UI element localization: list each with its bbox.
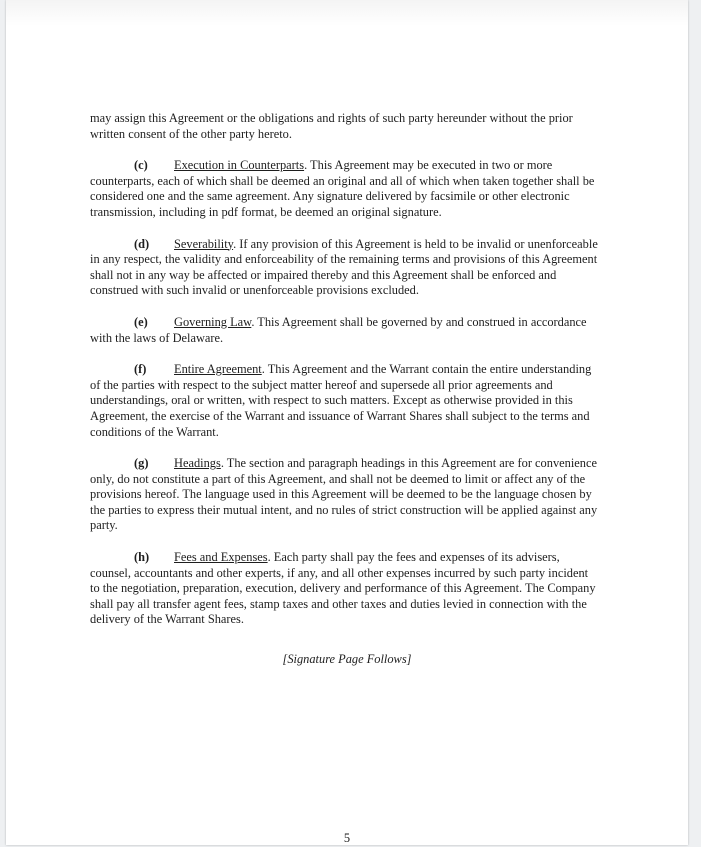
section-h-heading: Fees and Expenses bbox=[174, 550, 268, 565]
section-e-heading: Governing Law bbox=[174, 314, 252, 329]
section-h-label: (h) bbox=[134, 550, 150, 565]
section-e-body: . This Agreement shall be governed by and construed in accordance with the laws of Delaware. bbox=[90, 314, 587, 345]
section-h-body: . Each party shall pay the fees and expenses of its advisers, counsel, accountants and other experts, if any, and all other expenses incurred by such party incident to the negotiation, preparation, execution, delivery and performance of this Agreement. The Company shall pay all transfer agent fees, stamp taxes and other taxes and duties levied in connection with the delivery of the Warrant Shares. bbox=[90, 550, 596, 627]
section-f-heading: Entire Agreement bbox=[174, 362, 262, 377]
page-top-shade bbox=[6, 0, 688, 26]
section-e-paragraph bbox=[90, 315, 600, 346]
section-c-paragraph bbox=[90, 158, 600, 220]
section-h-paragraph bbox=[90, 550, 600, 628]
section-d-body: . If any provision of this Agreement is held to be invalid or unenforceable in any respect, the validity and enforceability of the remaining terms and provisions of this Agreement shall not in any way be affected or impaired thereby and this Agreement shall be enforced and construed with such invalid or unenforceable provisions excluded. bbox=[90, 236, 598, 298]
section-c-body: . This Agreement may be executed in two or more counterparts, each of which shall be deemed an original and all of which when taken together shall be considered one and the same agreement. Any signature delivered by facsimile or other electronic transmission, including in pdf format, be deemed an original signature. bbox=[90, 158, 595, 219]
section-g-label: (g) bbox=[134, 456, 149, 471]
section-e-label: (e) bbox=[134, 314, 148, 329]
document-body bbox=[90, 111, 600, 644]
section-g-paragraph bbox=[90, 456, 600, 534]
document-page bbox=[6, 0, 688, 845]
section-g-heading: Headings bbox=[174, 456, 221, 471]
section-f-paragraph bbox=[90, 362, 600, 440]
page-number: 5 bbox=[343, 831, 351, 845]
signature-page-note: [Signature Page Follows] bbox=[282, 652, 412, 666]
section-d-label: (d) bbox=[134, 236, 150, 251]
section-c-heading: Execution in Counterparts bbox=[174, 158, 305, 173]
section-d-heading: Severability bbox=[174, 236, 234, 251]
section-c-label: (c) bbox=[134, 158, 148, 173]
intro-paragraph: may assign this Agreement or the obligations and rights of such party hereunder without the prior written consent of the other party hereto. bbox=[90, 111, 573, 141]
section-d-paragraph bbox=[90, 237, 600, 299]
section-g-body: . The section and paragraph headings in this Agreement are for convenience only, do not constitute a part of this Agreement, and shall not be deemed to limit or affect any of the provisions hereof. The language used in this Agreement will be deemed to be the language chosen by the parties to express their mutual intent, and no rules of strict construction will be applied against any party. bbox=[90, 456, 598, 533]
section-f-label: (f) bbox=[134, 362, 147, 377]
section-f-body: . This Agreement and the Warrant contain the entire understanding of the parties with respect to the subject matter hereof and supersede all prior agreements and understandings, oral or written, with respect to such matters. Except as otherwise provided in this Agreement, the exercise of the Warrant and issuance of Warrant Shares shall subject to the terms and conditions of the Warrant. bbox=[90, 362, 592, 439]
